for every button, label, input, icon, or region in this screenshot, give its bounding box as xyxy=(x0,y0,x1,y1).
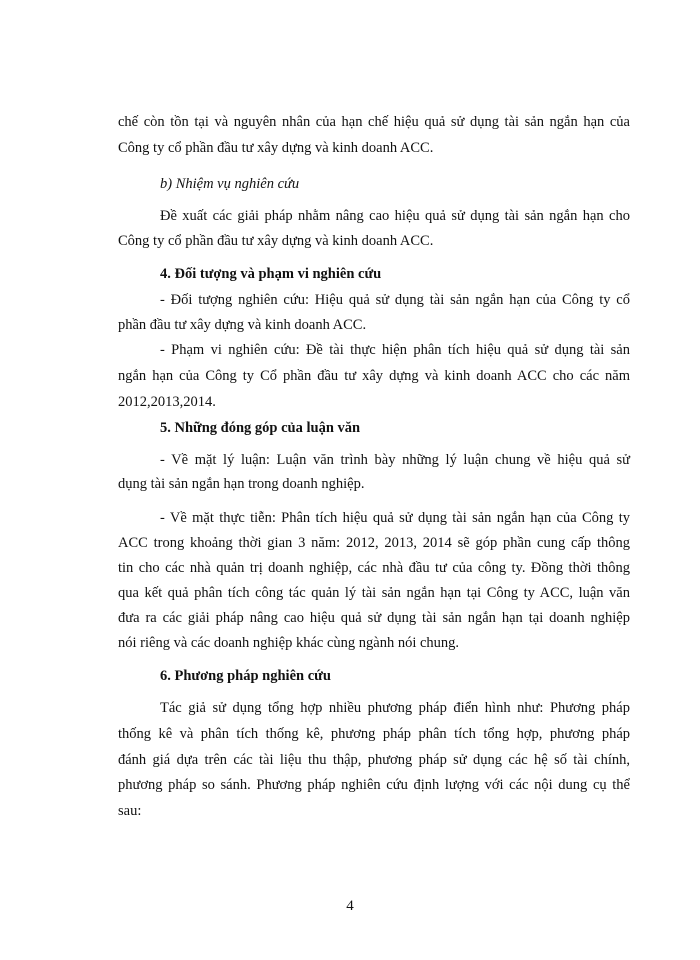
text-line: tin cho các nhà quản trị doanh nghiệp, các nhà đầu tư của công ty. Đồng thời thông xyxy=(118,560,630,576)
text-line: 2012,2013,2014. xyxy=(118,394,216,410)
heading-section-4: 4. Đối tượng và phạm vi nghiên cứu xyxy=(160,266,382,282)
text-line: qua kết quả phân tích công tác quản lý tài sản ngắn hạn tại Công ty ACC, luận văn xyxy=(118,585,630,601)
text-line: - Phạm vi nghiên cứu: Đề tài thực hiện phân tích hiệu quả sử dụng tài sản xyxy=(160,342,630,358)
text-line: thống kê và phân tích thống kê, phương pháp phân tích tổng hợp, phương pháp xyxy=(118,726,630,742)
text-line: đưa ra các giải pháp nâng cao hiệu quả sử dụng tài sản ngắn hạn tại doanh nghiệp xyxy=(118,610,630,626)
heading-section-5: 5. Những đóng góp của luận văn xyxy=(160,420,361,436)
text-line: Công ty cổ phần đầu tư xây dựng và kinh doanh ACC. xyxy=(118,233,434,249)
text-line: chế còn tồn tại và nguyên nhân của hạn chế hiệu quả sử dụng tài sản ngắn hạn của xyxy=(118,114,630,130)
text-line: phần đầu tư xây dựng và kinh doanh ACC. xyxy=(118,317,367,333)
page-number: 4 xyxy=(346,898,354,914)
text-line: - Về mặt lý luận: Luận văn trình bày những lý luận chung về hiệu quả sử xyxy=(160,452,630,468)
text-line: ngắn hạn của Công ty Cổ phần đầu tư xây dựng và kinh doanh ACC cho các năm xyxy=(118,368,630,384)
text-line: phương pháp so sánh. Phương pháp nghiên cứu định lượng với các nội dung cụ thể xyxy=(118,777,630,793)
text-line: ACC trong khoảng thời gian 3 năm: 2012, 2013, 2014 sẽ góp phần cung cấp thông xyxy=(118,535,630,551)
text-line: - Đối tượng nghiên cứu: Hiệu quả sử dụng tài sản ngắn hạn của Công ty cổ xyxy=(160,292,630,308)
text-line: sau: xyxy=(118,803,142,819)
heading-section-6: 6. Phương pháp nghiên cứu xyxy=(160,668,331,684)
text-line: - Về mặt thực tiễn: Phân tích hiệu quả sử dụng tài sản ngắn hạn của Công ty xyxy=(160,510,630,526)
text-line: Đề xuất các giải pháp nhằm nâng cao hiệu quả sử dụng tài sản ngắn hạn cho xyxy=(160,208,630,224)
text-line: Công ty cổ phần đầu tư xây dựng và kinh doanh ACC. xyxy=(118,140,434,156)
subheading-research-tasks: b) Nhiệm vụ nghiên cứu xyxy=(160,176,300,192)
text-line: đánh giá dựa trên các tài liệu thu thập, phương pháp sử dụng các hệ số tài chính, xyxy=(118,752,630,768)
text-line: nói riêng và các doanh nghiệp khác cùng ngành nói chung. xyxy=(118,635,460,651)
text-line: dụng tài sản ngắn hạn trong doanh nghiệp. xyxy=(118,476,365,492)
text-line: Tác giả sử dụng tổng hợp nhiều phương pháp điển hình như: Phương pháp xyxy=(160,700,630,716)
